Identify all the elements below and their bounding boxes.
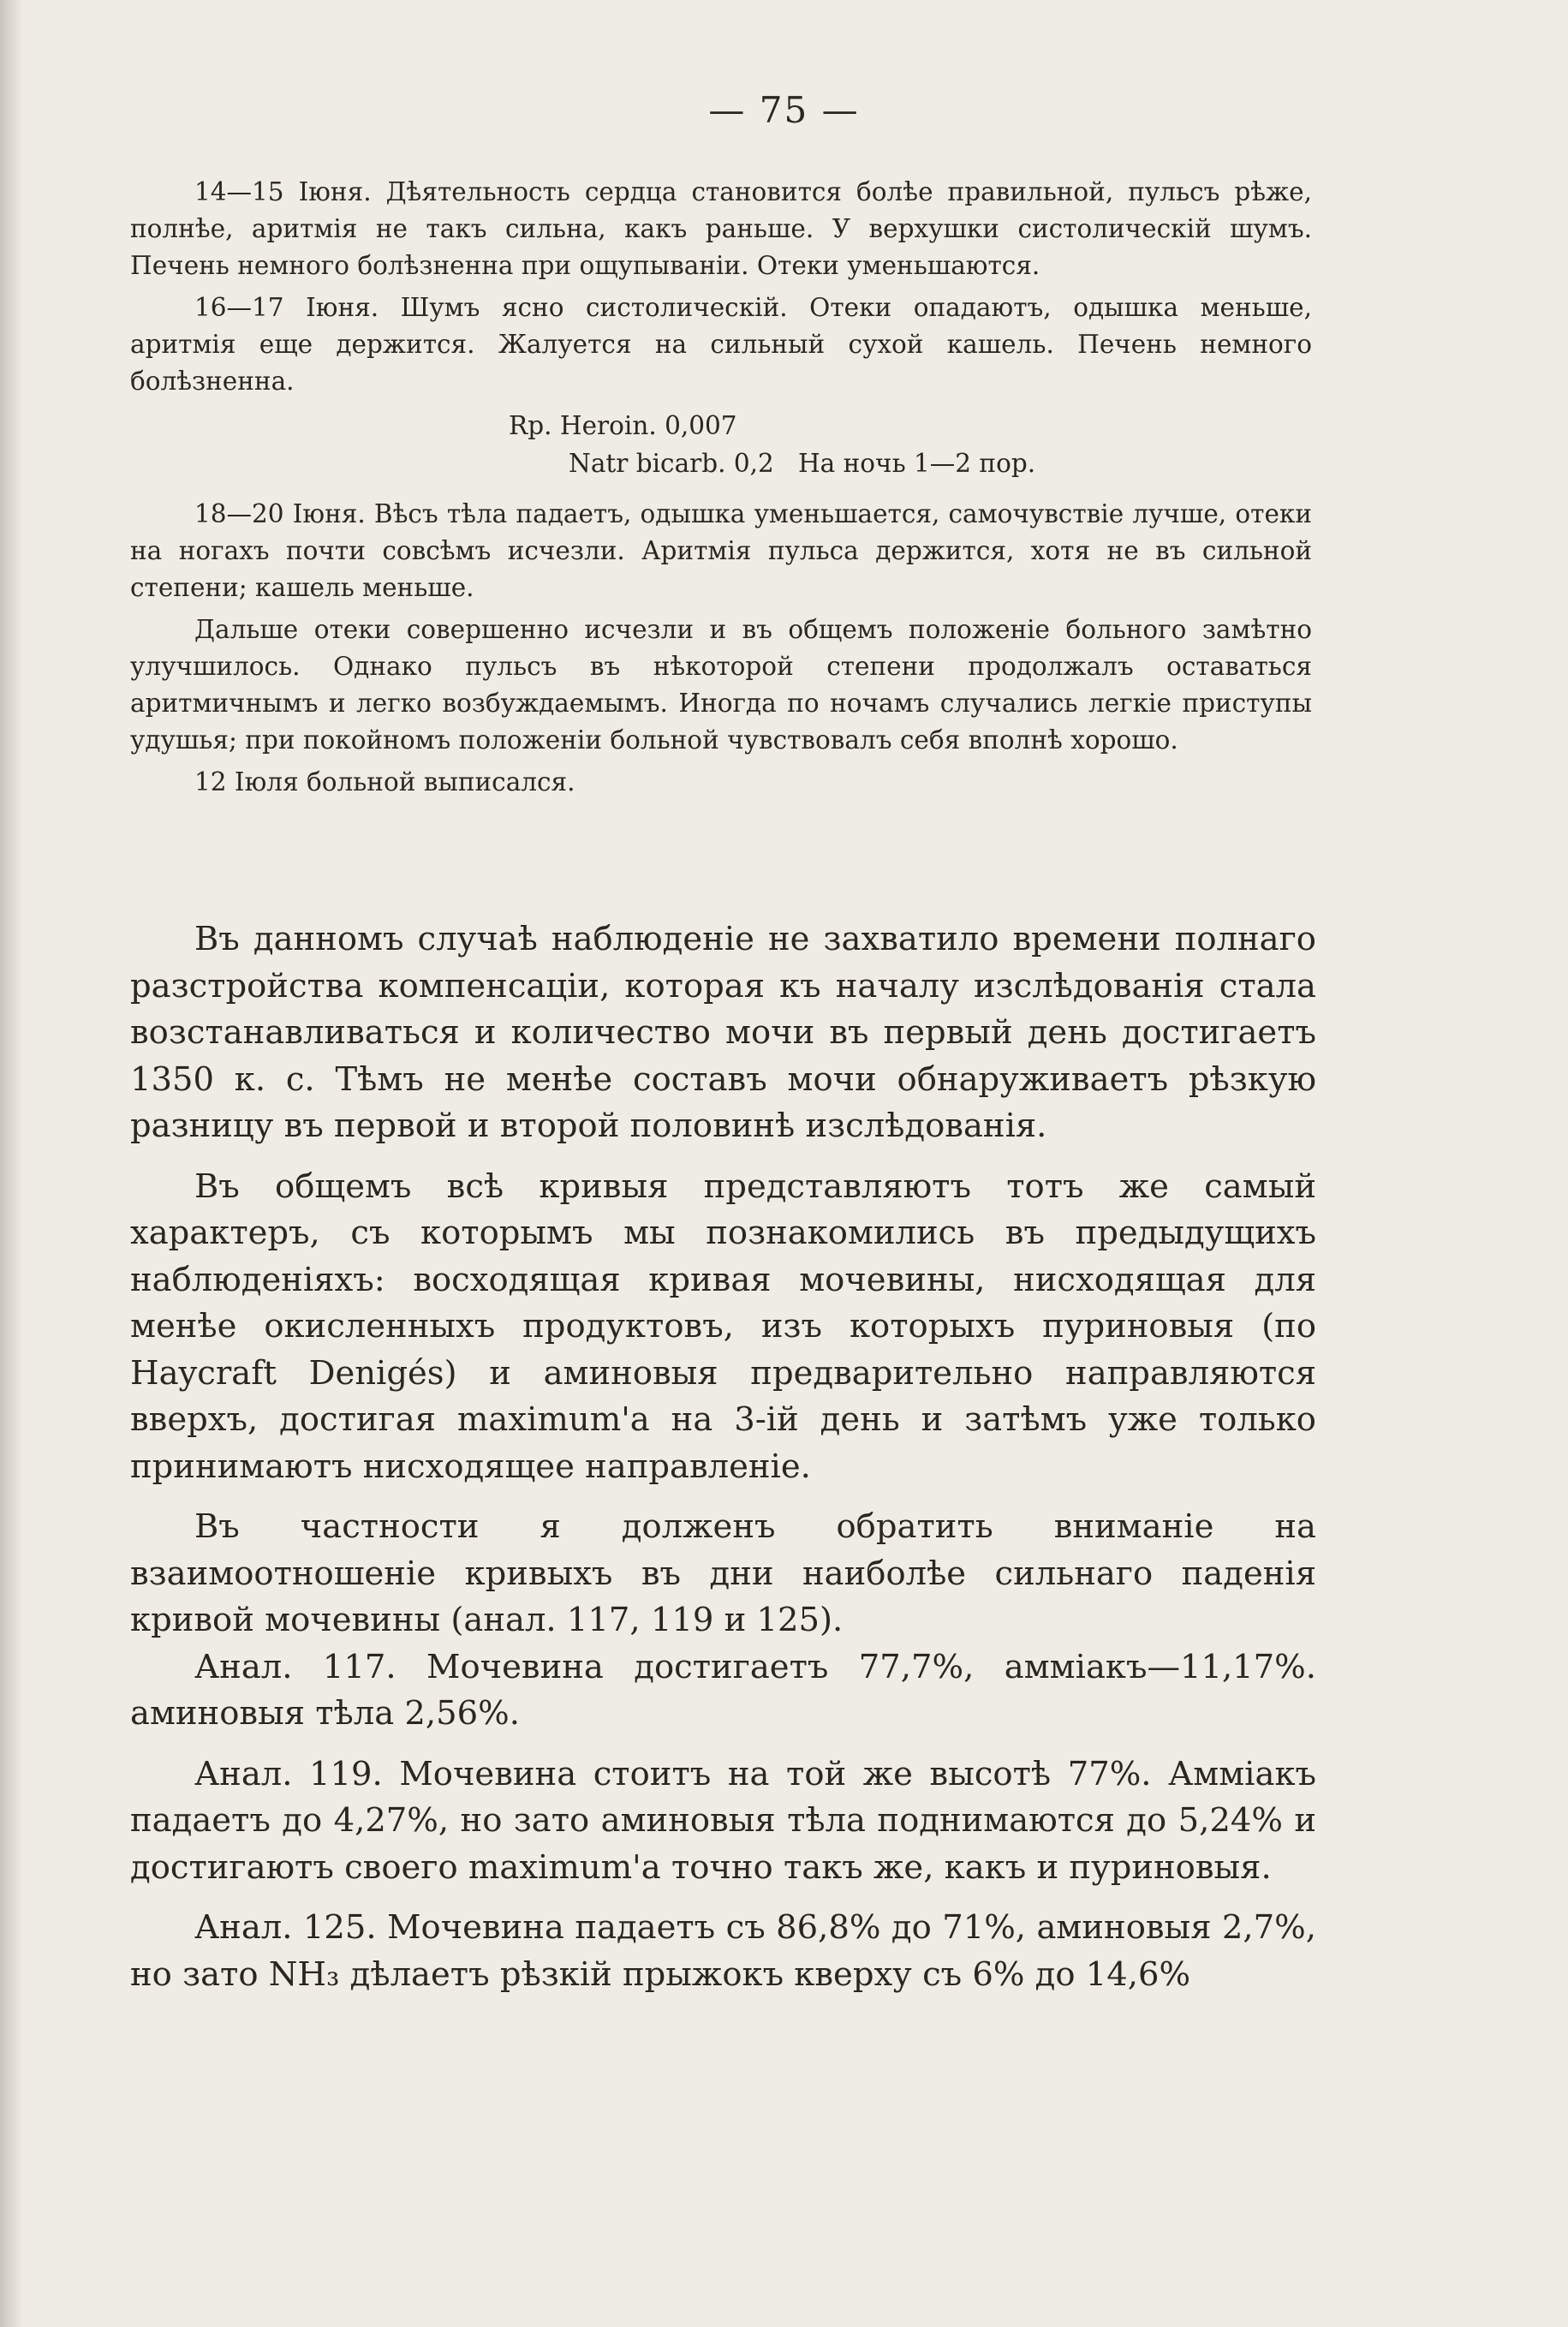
prescription-line-1: Rp. Heroin. 0,007 bbox=[509, 411, 737, 440]
paragraph-anal-119: Анал. 119. Мочевина стоитъ на той же высотѣ 77%. Амміакъ падаетъ до 4,27%, но зато аминовыя тѣла поднимаются до 5,24% и достигаютъ своего maximum'а точно такъ же, какъ и пуриновыя. bbox=[130, 1754, 1316, 1887]
diary-entry-june-14: 14—15 Іюня. Дѣятельность сердца становится болѣе правильной, пульсъ рѣже, полнѣе, аритмія не такъ сильна, какъ раньше. У верхушки систолическій шумъ. Печень немного болѣзненна при ощупываніи. Отеки уменьшаются. bbox=[130, 177, 1312, 280]
prescription bbox=[130, 407, 1312, 482]
paragraph-3: Въ частности я долженъ обратить вниманіе на взаимоотношеніе кривыхъ въ дни наиболѣе сильнаго паденія кривой мочевины (анал. 117, 119 и 125). bbox=[130, 1507, 1316, 1639]
paragraph-anal-125: Анал. 125. Мочевина падаетъ съ 86,8% до 71%, аминовыя 2,7%, но зато NH₃ дѣлаетъ рѣзкій прыжокъ кверху съ 6% до 14,6% bbox=[130, 1908, 1316, 1994]
prescription-line-2: Natr bicarb. 0,2 На ночь 1—2 пор. bbox=[569, 449, 1036, 478]
diary-entry-june-16: 16—17 Іюня. Шумъ ясно систолическій. Отеки опадаютъ, одышка меньше, аритмія еще держится. Жалуется на сильный сухой кашель. Печень немного болѣзненна. bbox=[130, 293, 1312, 396]
diary-entry-later: Дальше отеки совершенно исчезли и въ общемъ положеніе больного замѣтно улучшилось. Однако пульсъ въ нѣкоторой степени продолжалъ оставаться аритмичнымъ и легко возбуждаемымъ. Иногда по ночамъ случались легкіе приступы удушья; при покойномъ положеніи больной чувствовалъ себя вполнѣ хорошо. bbox=[130, 615, 1312, 755]
binding-shadow bbox=[0, 0, 22, 2327]
case-diary bbox=[130, 174, 1312, 801]
main-text bbox=[130, 916, 1316, 1998]
paragraph-anal-117: Анал. 117. Мочевина достигаетъ 77,7%, аммiакъ—11,17%. аминовыя тѣла 2,56%. bbox=[130, 1647, 1316, 1733]
page-number: — 75 — bbox=[708, 89, 860, 131]
paragraph-1: Въ данномъ случаѣ наблюденіе не захватило времени полнаго разстройства компенсаціи, которая къ началу изслѣдованія стала возстанавливаться и количество мочи въ первый день достигаетъ 1350 к. с. Тѣмъ не менѣе составъ мочи обнаруживаетъ рѣзкую разницу въ первой и второй половинѣ изслѣдованія. bbox=[130, 920, 1316, 1145]
paragraph-2: Въ общемъ всѣ кривыя представляютъ тотъ же самый характеръ, съ которымъ мы познакомились въ предыдущихъ наблюденіяхъ: восходящая кривая мочевины, нисходящая для менѣе окисленныхъ продуктовъ, изъ которыхъ пуриновыя (по Haycraft Denigés) и аминовыя предварительно направляются вверхъ, достигая maximum'а на 3-ій день и затѣмъ уже только принимаютъ нисходящее направленіе. bbox=[130, 1166, 1316, 1486]
diary-entry-discharge: 12 Іюля больной выписался. bbox=[194, 767, 575, 797]
diary-entry-june-18: 18—20 Іюня. Вѣсъ тѣла падаетъ, одышка уменьшается, самочувствіе лучше, отеки на ногахъ почти совсѣмъ исчезли. Аритмія пульса держится, хотя не въ сильной степени; кашель меньше. bbox=[130, 499, 1312, 602]
